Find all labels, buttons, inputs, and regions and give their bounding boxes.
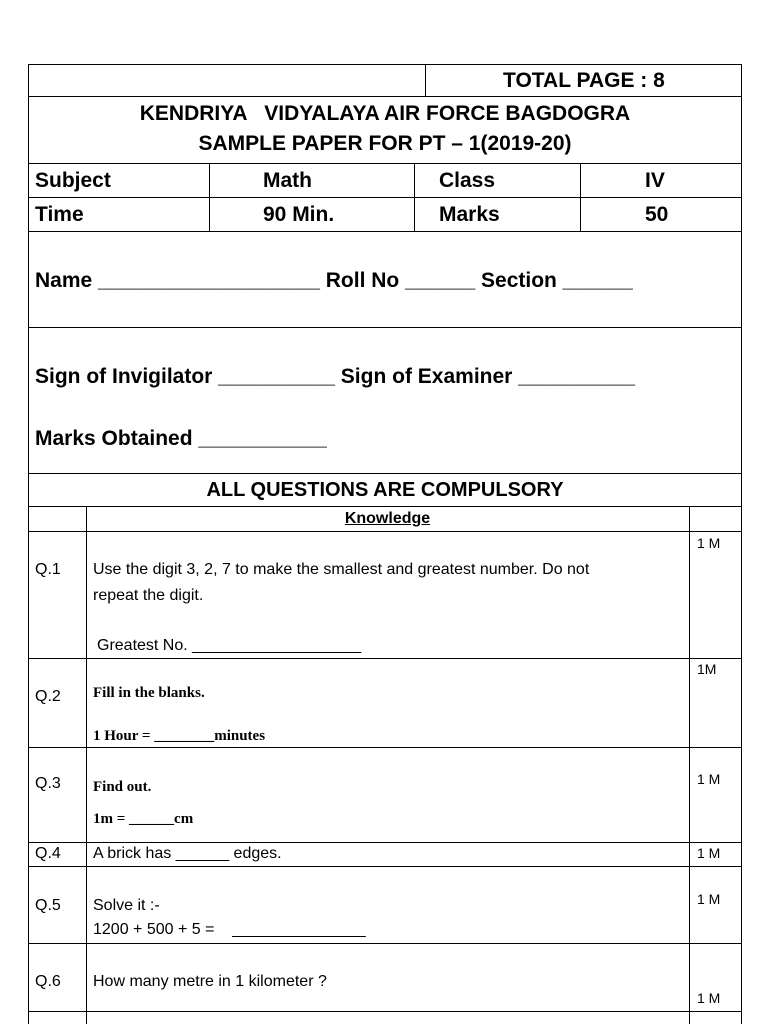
q4-marks: 1 M	[697, 845, 721, 861]
q4-number: Q.4	[35, 845, 61, 862]
q6-marks: 1 M	[697, 990, 721, 1006]
q2-line1: Fill in the blanks.	[93, 685, 205, 701]
q6-line1: How many metre in 1 kilometer ?	[93, 973, 327, 990]
q4-line1: A brick has ______ edges.	[93, 845, 282, 862]
subject-label: Subject	[35, 169, 111, 192]
q3-number: Q.3	[35, 775, 61, 792]
time-value: 90 Min.	[263, 203, 335, 226]
class-label: Class	[439, 169, 496, 192]
q3-line1: Find out.	[93, 779, 152, 795]
subject-value: Math	[263, 169, 312, 192]
section-title: Knowledge	[344, 510, 431, 527]
q3-marks: 1 M	[697, 771, 721, 787]
q2-line2: 1 Hour = ________minutes	[93, 728, 266, 744]
marks-value: 50	[645, 203, 669, 226]
total-page: TOTAL PAGE : 8	[503, 69, 665, 92]
paper-title: SAMPLE PAPER FOR PT – 1(2019-20)	[198, 132, 572, 155]
marks-label: Marks	[439, 203, 500, 226]
q3-line2: 1m = ______cm	[93, 811, 194, 827]
instructions: ALL QUESTIONS ARE COMPULSORY	[206, 479, 564, 501]
signature-line: Sign of Invigilator __________ Sign of Examiner __________	[35, 365, 635, 388]
q1-line1: Use the digit 3, 2, 7 to make the smallest and greatest number. Do not	[93, 561, 590, 578]
q2-number: Q.2	[35, 688, 61, 705]
q1-number: Q.1	[35, 561, 61, 578]
q5-number: Q.5	[35, 897, 61, 914]
name-roll-section: Name ___________________ Roll No ______ Section ______	[35, 269, 633, 292]
q1-line2: repeat the digit.	[93, 587, 204, 604]
class-value: IV	[645, 169, 665, 192]
school-name: KENDRIYA VIDYALAYA AIR FORCE BAGDOGRA	[139, 102, 631, 125]
q5-line1: Solve it :-	[93, 897, 160, 914]
time-label: Time	[35, 203, 84, 226]
q5-line2: 1200 + 500 + 5 = _______________	[93, 921, 366, 938]
marks-obtained: Marks Obtained ___________	[35, 427, 327, 450]
q1-marks: 1 M	[697, 535, 721, 551]
q2-marks: 1M	[697, 661, 717, 677]
q1-line3: Greatest No. ___________________	[97, 637, 362, 654]
q6-number: Q.6	[35, 973, 61, 990]
q5-marks: 1 M	[697, 891, 721, 907]
